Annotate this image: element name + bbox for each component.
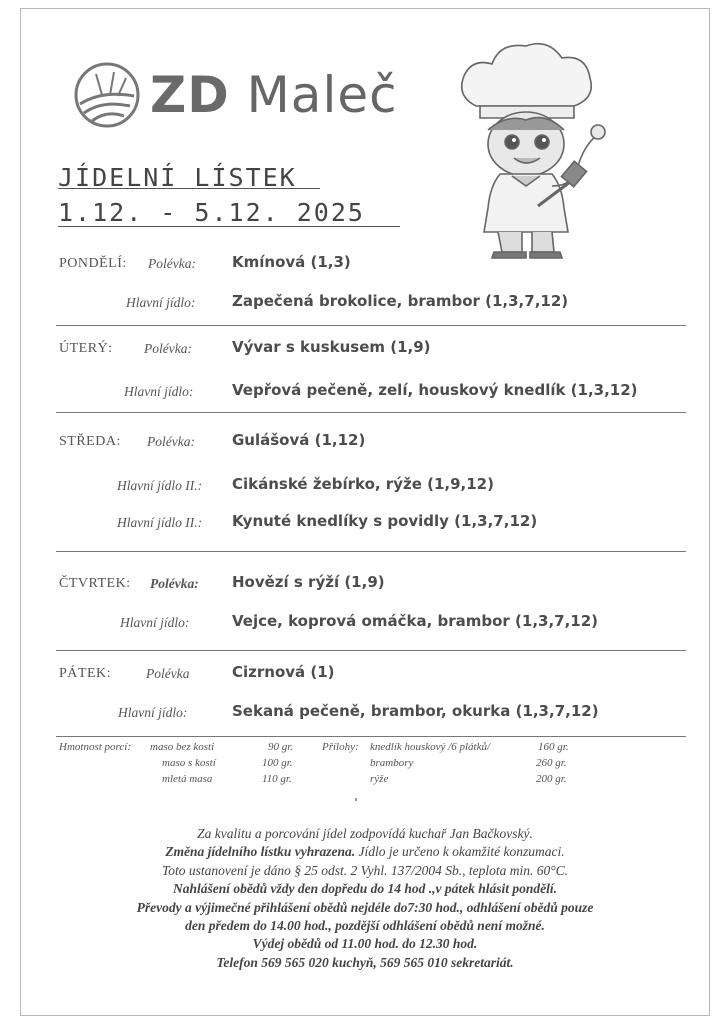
portion-side-weight: 200 gr. — [536, 773, 567, 785]
thursday-main: Vejce, koprová omáčka, brambor (1,3,7,12) — [232, 612, 599, 630]
field-logo-icon — [72, 60, 142, 130]
portion-meat-name: maso bez kosti — [150, 741, 215, 753]
friday-main: Sekaná pečeně, brambor, okurka (1,3,7,12) — [232, 702, 599, 720]
separator-thursday — [56, 650, 686, 651]
portion-side-name: rýže — [370, 773, 389, 785]
footer-line-change — [40, 843, 690, 861]
day-monday: PONDĚLÍ: — [59, 256, 127, 271]
wednesday-soup: Gulášová (1,12) — [232, 431, 366, 449]
monday-main-label: Hlavní jídlo: — [126, 295, 196, 310]
dates-underline — [58, 226, 400, 227]
day-thursday: ČTVRTEK: — [59, 576, 131, 591]
portion-meat-name: maso s kostí — [162, 757, 216, 769]
portion-meat-weight: 90 gr. — [268, 741, 294, 753]
chef-illustration — [446, 36, 621, 261]
footer-line-phone: Telefon 569 565 020 kuchyň, 569 565 010 sekretariát. — [216, 954, 514, 970]
footer-line-regulation: Toto ustanovení je dáno § 25 odst. 2 Vyhl. 137/2004 Sb., teplota min. 60°C. — [161, 862, 569, 878]
portion-meat-weight: 110 gr. — [262, 773, 292, 785]
portion-side-name: knedlík houskový /6 plátků/ — [370, 741, 491, 753]
separator-monday — [56, 325, 686, 326]
footer-consumption-note: Jídlo je určeno k okamžité konzumaci. — [355, 844, 565, 860]
footer-line-quality: Za kvalitu a porcování jídel zodpovídá kuchař Jan Bačkovský. — [197, 826, 533, 841]
monday-soup-label: Polévka: — [148, 256, 196, 271]
wednesday-main2-label: Hlavní jídlo II.: — [117, 515, 203, 530]
separator-wednesday — [56, 551, 686, 552]
friday-main-label: Hlavní jídlo: — [118, 705, 188, 720]
portion-side-weight: 260 gr. — [536, 757, 567, 769]
day-tuesday: ÚTERÝ: — [59, 341, 113, 356]
stray-mark — [355, 798, 357, 801]
portion-meat-name: mletá masa — [162, 773, 213, 785]
menu-title: JÍDELNÍ LÍSTEK — [58, 163, 297, 192]
tuesday-soup-label: Polévka: — [144, 341, 192, 356]
title-underline — [58, 188, 320, 189]
separator-friday — [56, 736, 686, 737]
sides-heading: Přílohy: — [322, 741, 359, 753]
menu-dates: 1.12. - 5.12. 2025 — [58, 198, 365, 227]
tuesday-main: Vepřová pečeně, zelí, houskový knedlík (1,3,12) — [232, 381, 638, 399]
footer-change-notice: Změna jídelního lístku vyhrazena. — [165, 844, 356, 860]
wednesday-main1-label: Hlavní jídlo II.: — [117, 478, 203, 493]
monday-soup: Kmínová (1,3) — [232, 253, 351, 271]
friday-soup-label: Polévka — [146, 666, 190, 681]
portions-heading: Hmotnost porcí: — [59, 741, 132, 753]
footer-line-transfers: Převody a výjimečné přihlášení obědů nejdéle do7:30 hod., odhlášení obědů pouze — [136, 899, 594, 915]
wednesday-soup-label: Polévka: — [147, 434, 195, 449]
tuesday-soup: Vývar s kuskusem (1,9) — [232, 338, 431, 356]
thursday-soup: Hovězí s rýží (1,9) — [232, 573, 385, 591]
thursday-main-label: Hlavní jídlo: — [120, 615, 190, 630]
footer-line-cancellation: den předem do 14.00 hod., pozdější odhlášení obědů není možné. — [185, 918, 545, 934]
tuesday-main-label: Hlavní jídlo: — [124, 384, 194, 399]
footer-notes — [40, 825, 690, 972]
footer-line-serving-hours: Výdej obědů od 11.00 hod. do 12.30 hod. — [252, 936, 478, 952]
friday-soup: Cizrnová (1) — [232, 663, 335, 681]
day-friday: PÁTEK: — [59, 666, 111, 681]
thursday-soup-label: Polévka: — [150, 576, 199, 591]
logo-text: ZD Maleč — [150, 66, 398, 124]
footer-line-ordering: Nahlášení obědů vždy den dopředu do 14 hod .,v pátek hlásit pondělí. — [172, 881, 557, 897]
company-logo — [72, 60, 412, 130]
separator-tuesday — [56, 412, 686, 413]
portion-side-weight: 160 gr. — [538, 741, 569, 753]
portion-side-name: brambory — [370, 757, 414, 769]
monday-main: Zapečená brokolice, brambor (1,3,7,12) — [232, 292, 569, 310]
day-wednesday: STŘEDA: — [59, 434, 121, 449]
wednesday-main1: Cikánské žebírko, rýže (1,9,12) — [232, 475, 494, 493]
wednesday-main2: Kynuté knedlíky s povidly (1,3,7,12) — [232, 512, 538, 530]
portion-meat-weight: 100 gr. — [262, 757, 293, 769]
